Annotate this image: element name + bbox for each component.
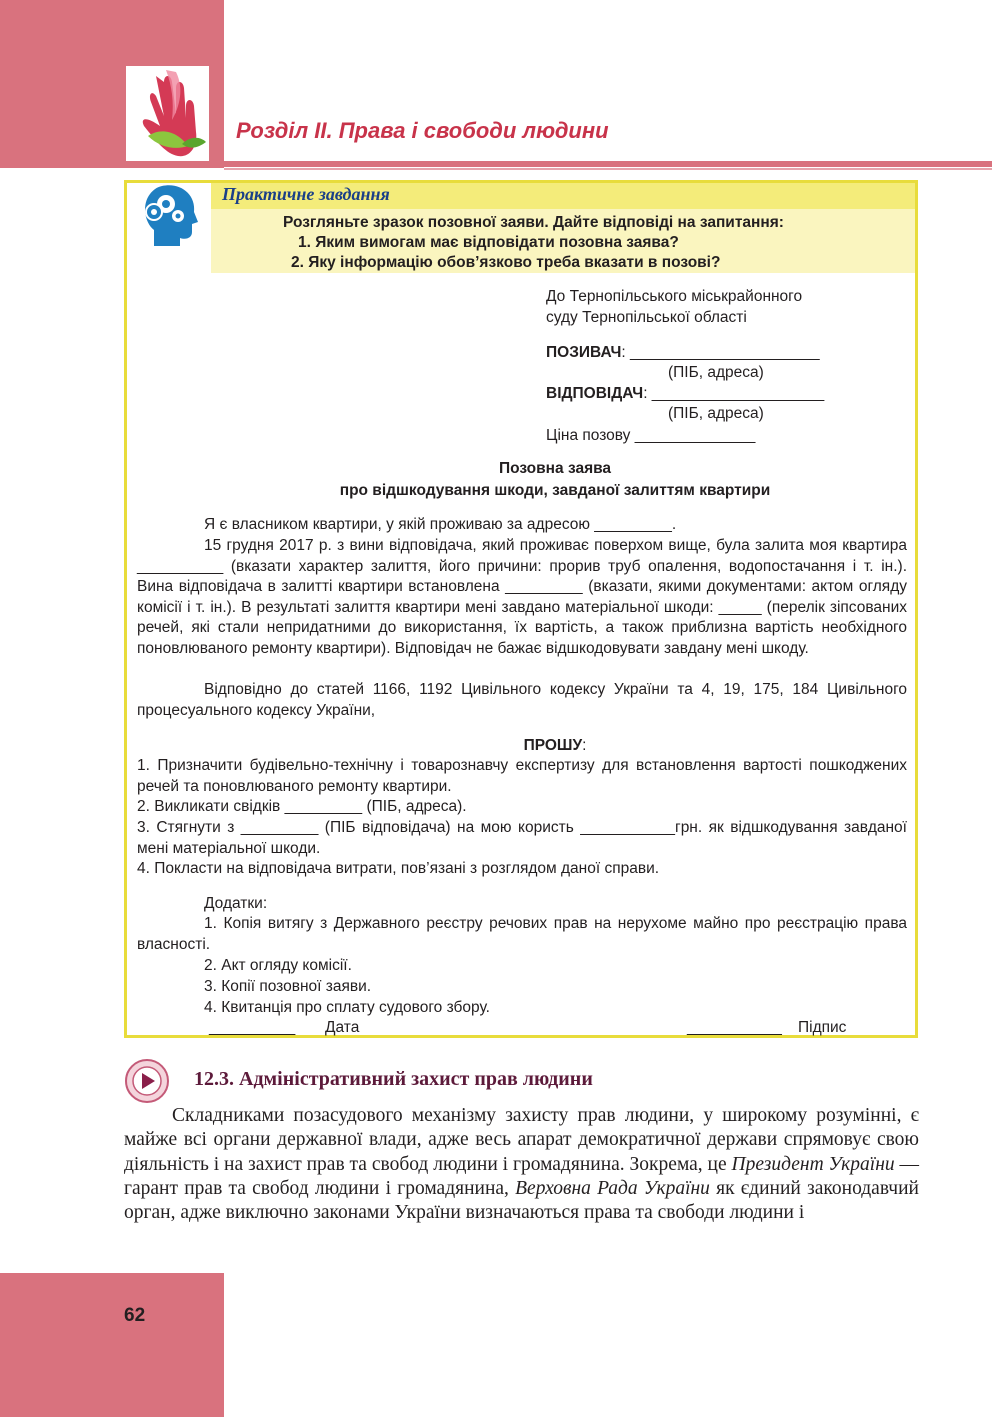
attachment-3: 3. Копії позовної заяви. [204, 978, 372, 995]
request-item-2: 2. Викликати свідків _________ (ПІБ, адреса). [137, 798, 467, 815]
paragraph-address: Я є власником квартири, у якій проживаю за адресою _________. [204, 516, 677, 533]
defendant-hint: (ПІБ, адреса) [668, 405, 764, 422]
task-title: Практичне завдання [222, 184, 390, 204]
attachments-label: Додатки: [204, 895, 268, 912]
date-blank: __________ [209, 1019, 296, 1036]
head-gears-icon [140, 182, 200, 248]
attachment-2: 2. Акт огляду комісії. [204, 957, 352, 974]
paragraph-legal-basis: Відповідно до статей 1166, 1192 Цивільного кодексу України та 4, 19, 175, 184 Цивільного процесуального кодексу України, [137, 681, 907, 719]
section-heading: 12.3. Адміністративний захист прав людини [194, 1068, 593, 1090]
defendant-blank: : ____________________ [643, 385, 825, 402]
signature-blank: ___________ [687, 1019, 782, 1036]
body-text-part-1: Складниками позасудового механізму захисту прав людини, у широкому розумінні, є майже всі органи державної влади, адже весь апарат демократичної держави спрямовує свою діяльність і на захист прав та свобод людини і громадянина. Зокрема, це [124, 1105, 919, 1175]
court-address-line-1: До Тернопільського міськрайонного [546, 288, 803, 305]
document-subtitle: про відшкодування шкоди, завданої залиттям квартири [339, 482, 771, 499]
defendant-line [546, 383, 824, 404]
body-text-president: Президент України [731, 1153, 895, 1175]
task-question-1: 1. Яким вимогам має відповідати позовна заява? [298, 234, 679, 251]
signature-label: Підпис [798, 1019, 847, 1036]
request-label: ПРОШУ [523, 737, 583, 754]
date-label: Дата [325, 1019, 360, 1036]
court-address-line-2: суду Тернопільської області [546, 309, 747, 326]
document-title: Позовна заява [498, 460, 612, 477]
attachment-4: 4. Квитанція про сплату судового збору. [204, 999, 490, 1016]
section-title: Розділ ІІ. Права і свободи людини [236, 118, 609, 143]
request-item-1: 1. Призначити будівельно-технічну і товарознавчу експертизу для встановлення вартості пошкоджених речей та поновлюваного ремонту квартири. [137, 757, 907, 795]
header-rule-light [224, 168, 992, 170]
bottom-color-band [0, 1273, 224, 1417]
body-text-parliament: Верховна Рада України [515, 1177, 710, 1199]
request-colon: : [582, 737, 587, 754]
header-rule [224, 161, 992, 167]
defendant-label: ВІДПОВІДАЧ [546, 385, 644, 402]
task-instruction: Розгляньте зразок позовної заяви. Дайте відповіді на запитання: [283, 214, 784, 231]
plaintiff-line [546, 342, 820, 363]
request-item-4: 4. Покласти на відповідача витрати, пов’язані з розглядом даної справи. [137, 860, 660, 877]
play-icon [124, 1058, 170, 1104]
claim-price: Ціна позову ______________ [546, 427, 756, 444]
request-heading [137, 735, 973, 756]
plaintiff-blank: : ______________________ [621, 344, 820, 361]
task-question-2: 2. Яку інформацію обов’язково треба вказати в позові? [291, 254, 721, 271]
plaintiff-hint: (ПІБ, адреса) [668, 364, 764, 381]
body-text-part-2: — гарант прав та свобод людини і громадянина, [124, 1153, 920, 1199]
plaintiff-label: ПОЗИВАЧ [546, 344, 622, 361]
page-number: 62 [124, 1305, 146, 1326]
attachment-1: 1. Копія витягу з Державного реєстру речових прав на нерухоме майно про реєстрацію права власності. [137, 915, 907, 953]
body-text-part-3: як єдиний законодавчий орган, адже виключно законами України визначаються права та свободи людини і [124, 1177, 919, 1224]
paragraph-incident: 15 грудня 2017 р. з вини відповідача, який проживає поверхом вище, була залита моя квартира __________ (вказати характер залиття, його причини: прорив труб опалення, водопостачання і т. ін.). Вина відповідача в залитті квартири встановлена _________ (вказати, якими документами: актом огляду комісії і т. ін.). В результаті залиття квартири мені завдано матеріальної шкоди: _____ (перелік зіпсованих речей, які стали непридатними до використання, їх вартість, а також приблизна вартість необхідного поновлюваного ремонту квартири). Відповідач не бажає відшкодовувати завдану мені шкоду. [137, 537, 907, 657]
request-item-3: 3. Стягнути з _________ (ПІБ відповідача) на мою користь ___________грн. як відшкодування завданої мені матеріальної шкоди. [137, 819, 907, 857]
hand-icon [126, 66, 209, 161]
section-body-text [124, 1104, 919, 1225]
